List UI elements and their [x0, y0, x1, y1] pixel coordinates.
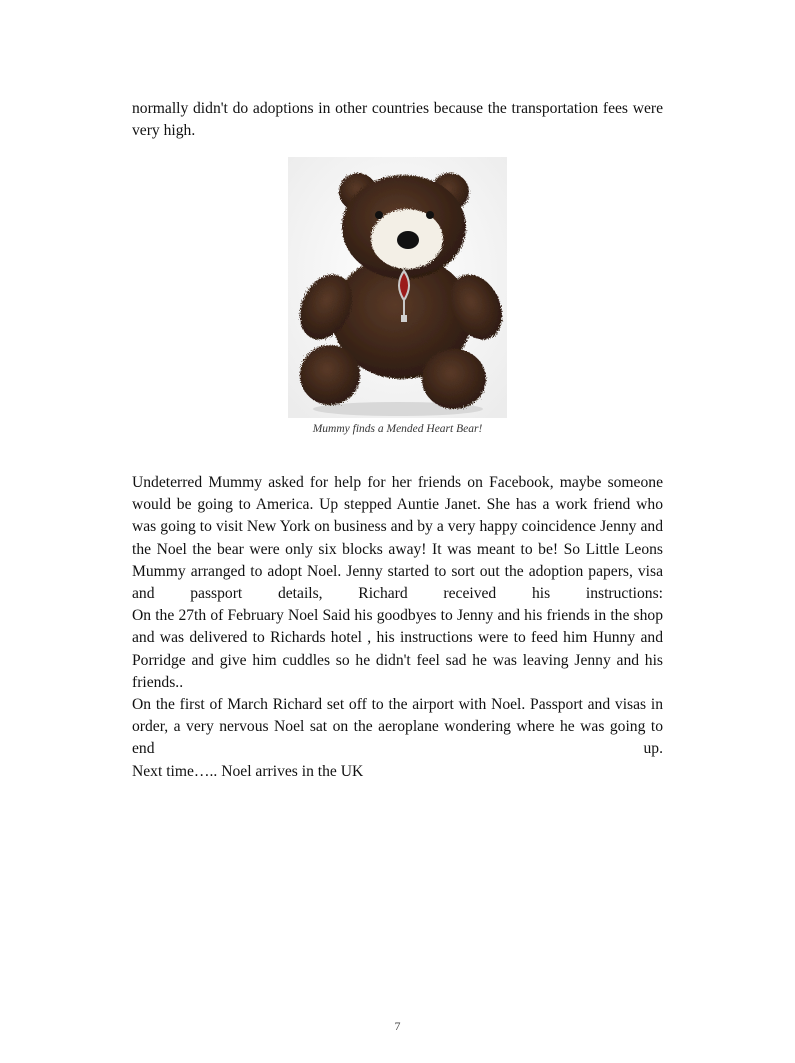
paragraph-february: On the 27th of February Noel Said his goodbyes to Jenny and his friends in the shop and was delivered to Richards hotel , his instructions were to feed him Hunny and Porridge and give him cuddles so he didn't feel sad he was leaving Jenny and his friends.. — [132, 607, 663, 691]
figure-caption: Mummy finds a Mended Heart Bear! — [312, 423, 483, 435]
intro-paragraph-block — [132, 98, 663, 142]
intro-paragraph: normally didn't do adoptions in other countries because the transportation fees were very high. — [132, 100, 663, 140]
paragraph-march: On the first of March Richard set off to the airport with Noel. Passport and visas in order, a very nervous Noel sat on the aeroplane wondering where he was going to end up. — [132, 696, 663, 758]
page-number: 7 — [394, 1019, 401, 1033]
teddy-bear-photo — [288, 157, 507, 418]
paragraph-next-time: Next time….. Noel arrives in the UK — [132, 762, 364, 780]
main-text-block — [132, 472, 663, 783]
paragraph-facebook: Undeterred Mummy asked for help for her friends on Facebook, maybe someone would be going to America. Up stepped Auntie Janet. She has a work friend who was going to visit New York on business and by a very happy coincidence Jenny and the Noel the bear were only six blocks away! It was meant to be! So Little Leons Mummy arranged to adopt Noel. Jenny started to sort out the adoption papers, visa and passport details, Richard received his instructions: — [132, 474, 663, 603]
teddy-bear-figure — [288, 157, 507, 418]
